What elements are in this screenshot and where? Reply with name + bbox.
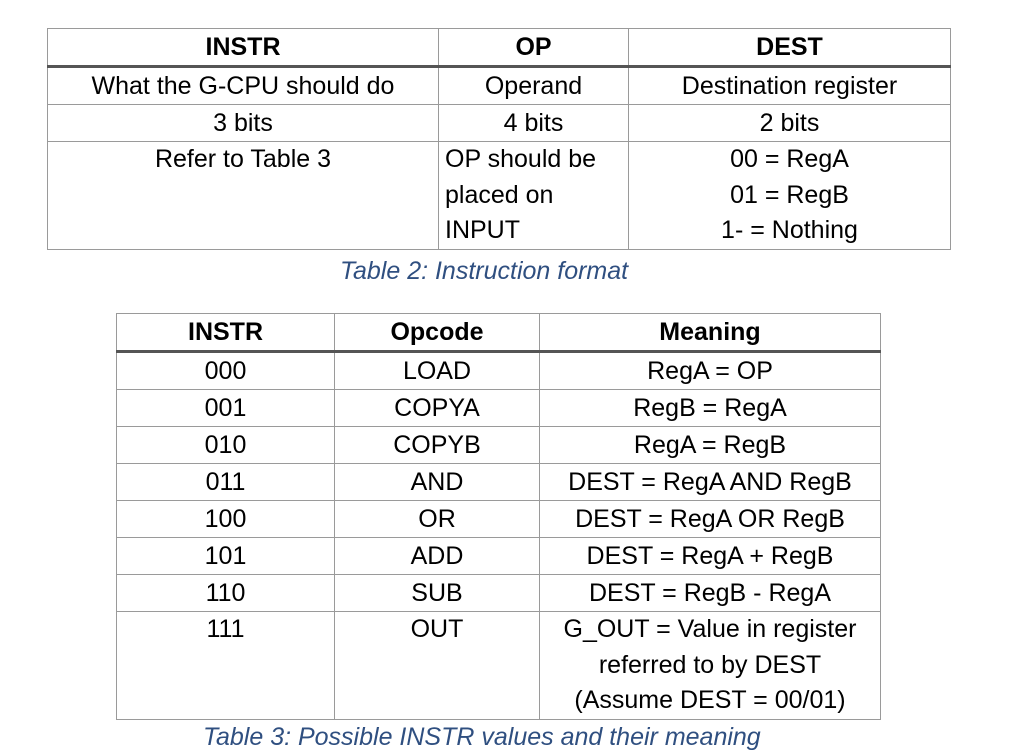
cell-line: G_OUT = Value in register (563, 615, 857, 643)
table-cell: COPYB (335, 427, 540, 464)
table-cell (540, 612, 881, 720)
instr-values-table (116, 313, 881, 720)
header-instr: INSTR (48, 29, 439, 67)
table-row (48, 105, 951, 142)
table-cell: 101 (117, 538, 335, 575)
table-row (117, 612, 881, 720)
table-cell (629, 142, 951, 250)
header-op: OP (439, 29, 629, 67)
cell-line: OP should be (445, 145, 597, 173)
table-row (117, 501, 881, 538)
instruction-format-table (47, 28, 951, 250)
table-cell (48, 142, 439, 250)
header-instr: INSTR (117, 314, 335, 352)
table-cell: ADD (335, 538, 540, 575)
table-cell: RegA = RegB (540, 427, 881, 464)
cell-line: 1- = Nothing (721, 216, 858, 244)
table-header-row (48, 29, 951, 67)
table-row (117, 538, 881, 575)
cell-line: 01 = RegB (730, 180, 849, 209)
table-row (117, 427, 881, 464)
cell-line: placed on (445, 180, 554, 209)
table-cell: 000 (117, 352, 335, 390)
table-cell: 011 (117, 464, 335, 501)
cell-line: referred to by DEST (598, 650, 822, 679)
table-cell: DEST = RegA OR RegB (540, 501, 881, 538)
table-cell: RegB = RegA (540, 390, 881, 427)
table-cell: Destination register (629, 67, 951, 105)
table-cell: OR (335, 501, 540, 538)
table-3-caption: Table 3: Possible INSTR values and their meaning (203, 723, 761, 751)
table-cell: 3 bits (48, 105, 439, 142)
table-row (48, 142, 951, 250)
cell-line: INPUT (445, 216, 520, 244)
table-cell: What the G-CPU should do (48, 67, 439, 105)
header-meaning: Meaning (540, 314, 881, 352)
table-cell: 010 (117, 427, 335, 464)
cell-line: Refer to Table 3 (154, 145, 332, 173)
table-cell: COPYA (335, 390, 540, 427)
table-cell: 100 (117, 501, 335, 538)
table-row (117, 575, 881, 612)
cell-line: (Assume DEST = 00/01) (574, 686, 846, 714)
table-cell: DEST = RegA AND RegB (540, 464, 881, 501)
table-cell: LOAD (335, 352, 540, 390)
table-row (48, 67, 951, 105)
table-cell: 001 (117, 390, 335, 427)
table-row (117, 464, 881, 501)
table-cell: 111 (117, 612, 335, 720)
table-cell: RegA = OP (540, 352, 881, 390)
table-row (117, 352, 881, 390)
table-cell: OUT (335, 612, 540, 720)
header-dest: DEST (629, 29, 951, 67)
table-cell: 2 bits (629, 105, 951, 142)
table-cell: SUB (335, 575, 540, 612)
header-opcode: Opcode (335, 314, 540, 352)
table-cell (439, 142, 629, 250)
table-cell: DEST = RegA + RegB (540, 538, 881, 575)
table-cell: AND (335, 464, 540, 501)
table-cell: 4 bits (439, 105, 629, 142)
table-cell: Operand (439, 67, 629, 105)
table-cell: 110 (117, 575, 335, 612)
table-header-row (117, 314, 881, 352)
table-cell: DEST = RegB - RegA (540, 575, 881, 612)
table-row (117, 390, 881, 427)
cell-line: 00 = RegA (730, 145, 849, 173)
table-2-caption: Table 2: Instruction format (340, 257, 629, 285)
